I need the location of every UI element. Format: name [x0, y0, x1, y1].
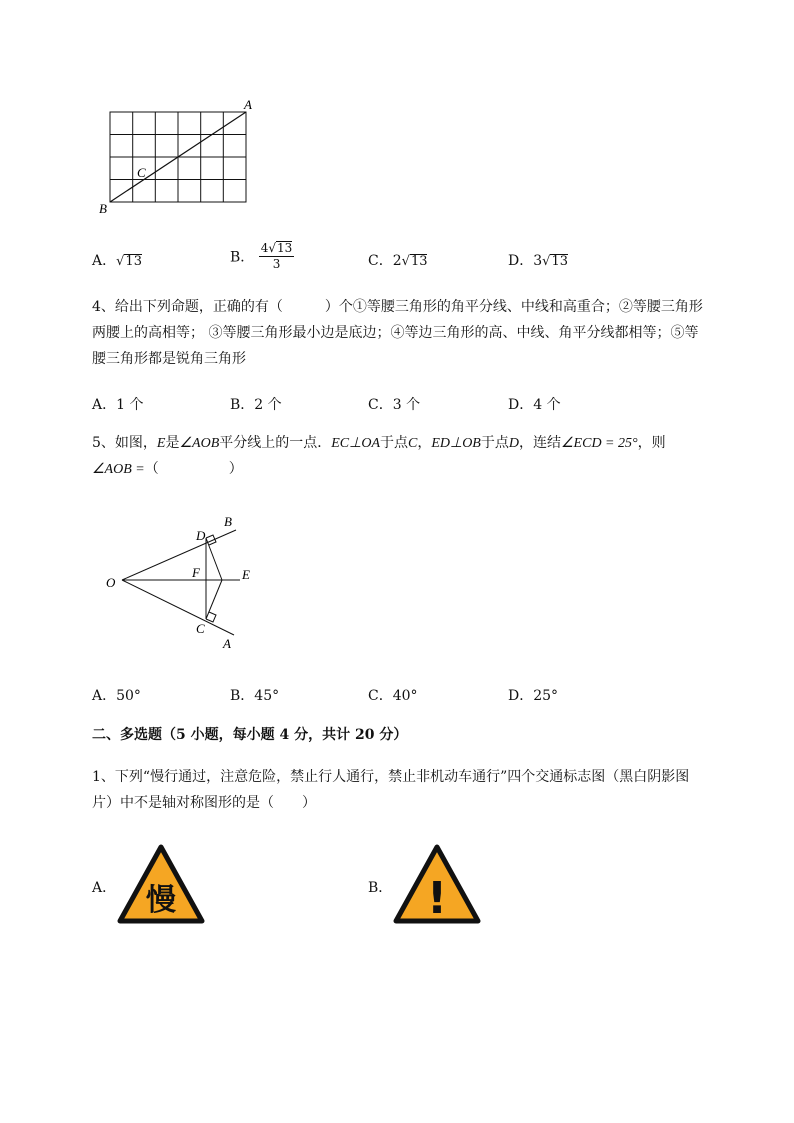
- q4-line-2: 两腰上的高相等； ③等腰三角形最小边是底边；④等边三角形的高、中线、角平分线都相等；⑤等: [92, 325, 699, 341]
- label-d: D: [196, 528, 206, 543]
- section-title: 二、多选题（5 小题，每小题 4 分，共计 20 分）: [92, 727, 408, 743]
- label-b: B: [224, 514, 232, 529]
- ray-oa: [122, 580, 234, 635]
- q3-option-a[interactable]: A．√13: [92, 253, 142, 269]
- angle-figure: [100, 510, 270, 655]
- slow-glyph: 慢: [146, 883, 176, 918]
- label-o: O: [106, 575, 116, 590]
- segment-de: [206, 538, 222, 580]
- q3-option-c[interactable]: C．2√13: [368, 253, 428, 269]
- slow-sign[interactable]: [116, 843, 206, 925]
- q5-option-a[interactable]: A．50°: [92, 688, 141, 704]
- segment-ce: [206, 580, 222, 619]
- q4-option-c[interactable]: C．3 个: [368, 397, 421, 413]
- label-a: A: [223, 636, 231, 651]
- q4-option-d[interactable]: D．4 个: [508, 397, 561, 413]
- q4-option-a[interactable]: A．1 个: [92, 397, 144, 413]
- q4-option-b[interactable]: B．2 个: [230, 397, 282, 413]
- q4-line-3: 腰三角形都是锐角三角形: [92, 351, 246, 367]
- fraction: $\frac{4√13}{3}$: [260, 241, 293, 271]
- grid-figure: [92, 96, 262, 220]
- q5-line-1: 5、如图，E是∠AOB平分线上的一点．EC⊥OA于点C，ED⊥OB于点D，连结∠ECD = 25°，则: [92, 435, 666, 451]
- label-f: F: [192, 565, 200, 580]
- mq1-option-a-label[interactable]: A．: [92, 880, 117, 896]
- q5-option-d[interactable]: D．25°: [508, 688, 559, 704]
- q5-line-2: ∠AOB =（ ）: [92, 461, 243, 477]
- exclamation-icon: !: [426, 873, 448, 924]
- q5-option-b[interactable]: B．45°: [230, 688, 280, 704]
- q3-option-d[interactable]: D．3√13: [508, 253, 568, 269]
- label-b: B: [99, 201, 107, 216]
- right-angle-c: [206, 612, 216, 622]
- label-a: A: [244, 97, 252, 112]
- label-c: C: [137, 165, 146, 180]
- warning-sign[interactable]: [392, 843, 482, 925]
- q5-option-c[interactable]: C．40°: [368, 688, 418, 704]
- mq1-line-1: 1、下列“慢行通过，注意危险，禁止行人通行，禁止非机动车通行”四个交通标志图（黑白阴影图: [92, 769, 690, 785]
- q4-line-1: 4、给出下列命题，正确的有（ ）个①等腰三角形的角平分线、中线和高重合；②等腰三角形: [92, 299, 703, 315]
- label-e: E: [242, 567, 250, 582]
- mq1-option-b-label[interactable]: B．: [368, 880, 393, 896]
- mq1-line-2: 片）中不是轴对称图形的是（ ）: [92, 795, 316, 811]
- right-angle-d: [206, 535, 216, 545]
- label-c: C: [196, 621, 205, 636]
- q3-option-b[interactable]: B． $\frac{4√13}{3}$: [230, 241, 293, 271]
